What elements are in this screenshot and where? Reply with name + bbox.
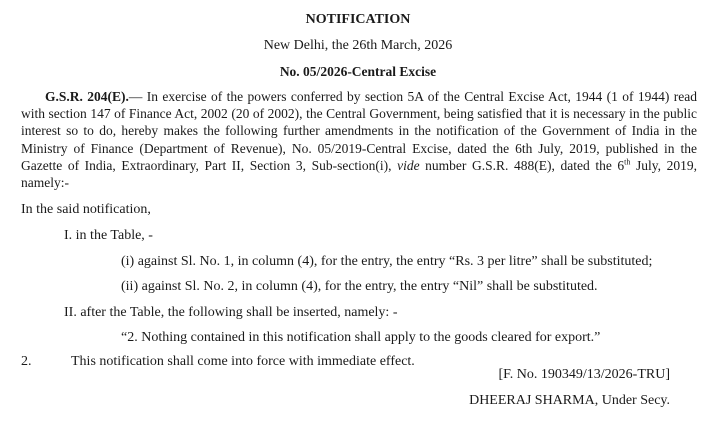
notification-title: NOTIFICATION [305,12,411,27]
effect-text: This notification shall come into force with immediate effect. [71,354,415,369]
amendment-item-1-sub-2: (ii) against Sl. No. 2, in column (4), for the entry, the entry “Nil” shall be substituted. [121,279,598,294]
amendment-intro: In the said notification, [21,202,151,217]
amendment-item-2: II. after the Table, the following shall be inserted, namely: - [64,305,398,320]
amendment-item-1-sub-1: (i) against Sl. No. 1, in column (4), for the entry, the entry “Rs. 3 per litre” shall be substituted; [121,254,653,269]
effect-number: 2. [21,354,32,369]
signatory: DHEERAJ SHARMA, Under Secy. [469,393,670,408]
ordinal-suffix: th [624,157,631,167]
file-reference: [F. No. 190349/13/2026-TRU] [498,367,670,382]
gsr-reference: G.S.R. 204(E). [45,89,129,104]
vide-term: vide [397,157,420,173]
preamble-text-c: July, 2019, namely:- [21,157,697,191]
notification-number: No. 05/2026-Central Excise [279,64,437,79]
preamble-paragraph [21,88,697,191]
inserted-paragraph: “2. Nothing contained in this notification shall apply to the goods cleared for export.” [121,330,601,345]
preamble-text-b: number G.S.R. 488(E), dated the 6 [419,157,625,173]
dateline: New Delhi, the 26th March, 2026 [263,38,453,53]
preamble-text-a: — In exercise of the powers conferred by section 5A of the Central Excise Act, 1944 (1 of 1944) read with section 147 of Finance Act, 2002 (20 of 2002), the Central Government, being satisfied that it is necessary in the public interest so to do, hereby makes the following further amendments in the notification of the Government of India in the Ministry of Finance (Department of Revenue), No. 05/2019-Central Excise, dated the 6th July, 2019, published in the Gazette of India, Extraordinary, Part II, Section 3, Sub-section(i), [21,89,697,173]
amendment-item-1: I. in the Table, - [64,228,153,243]
